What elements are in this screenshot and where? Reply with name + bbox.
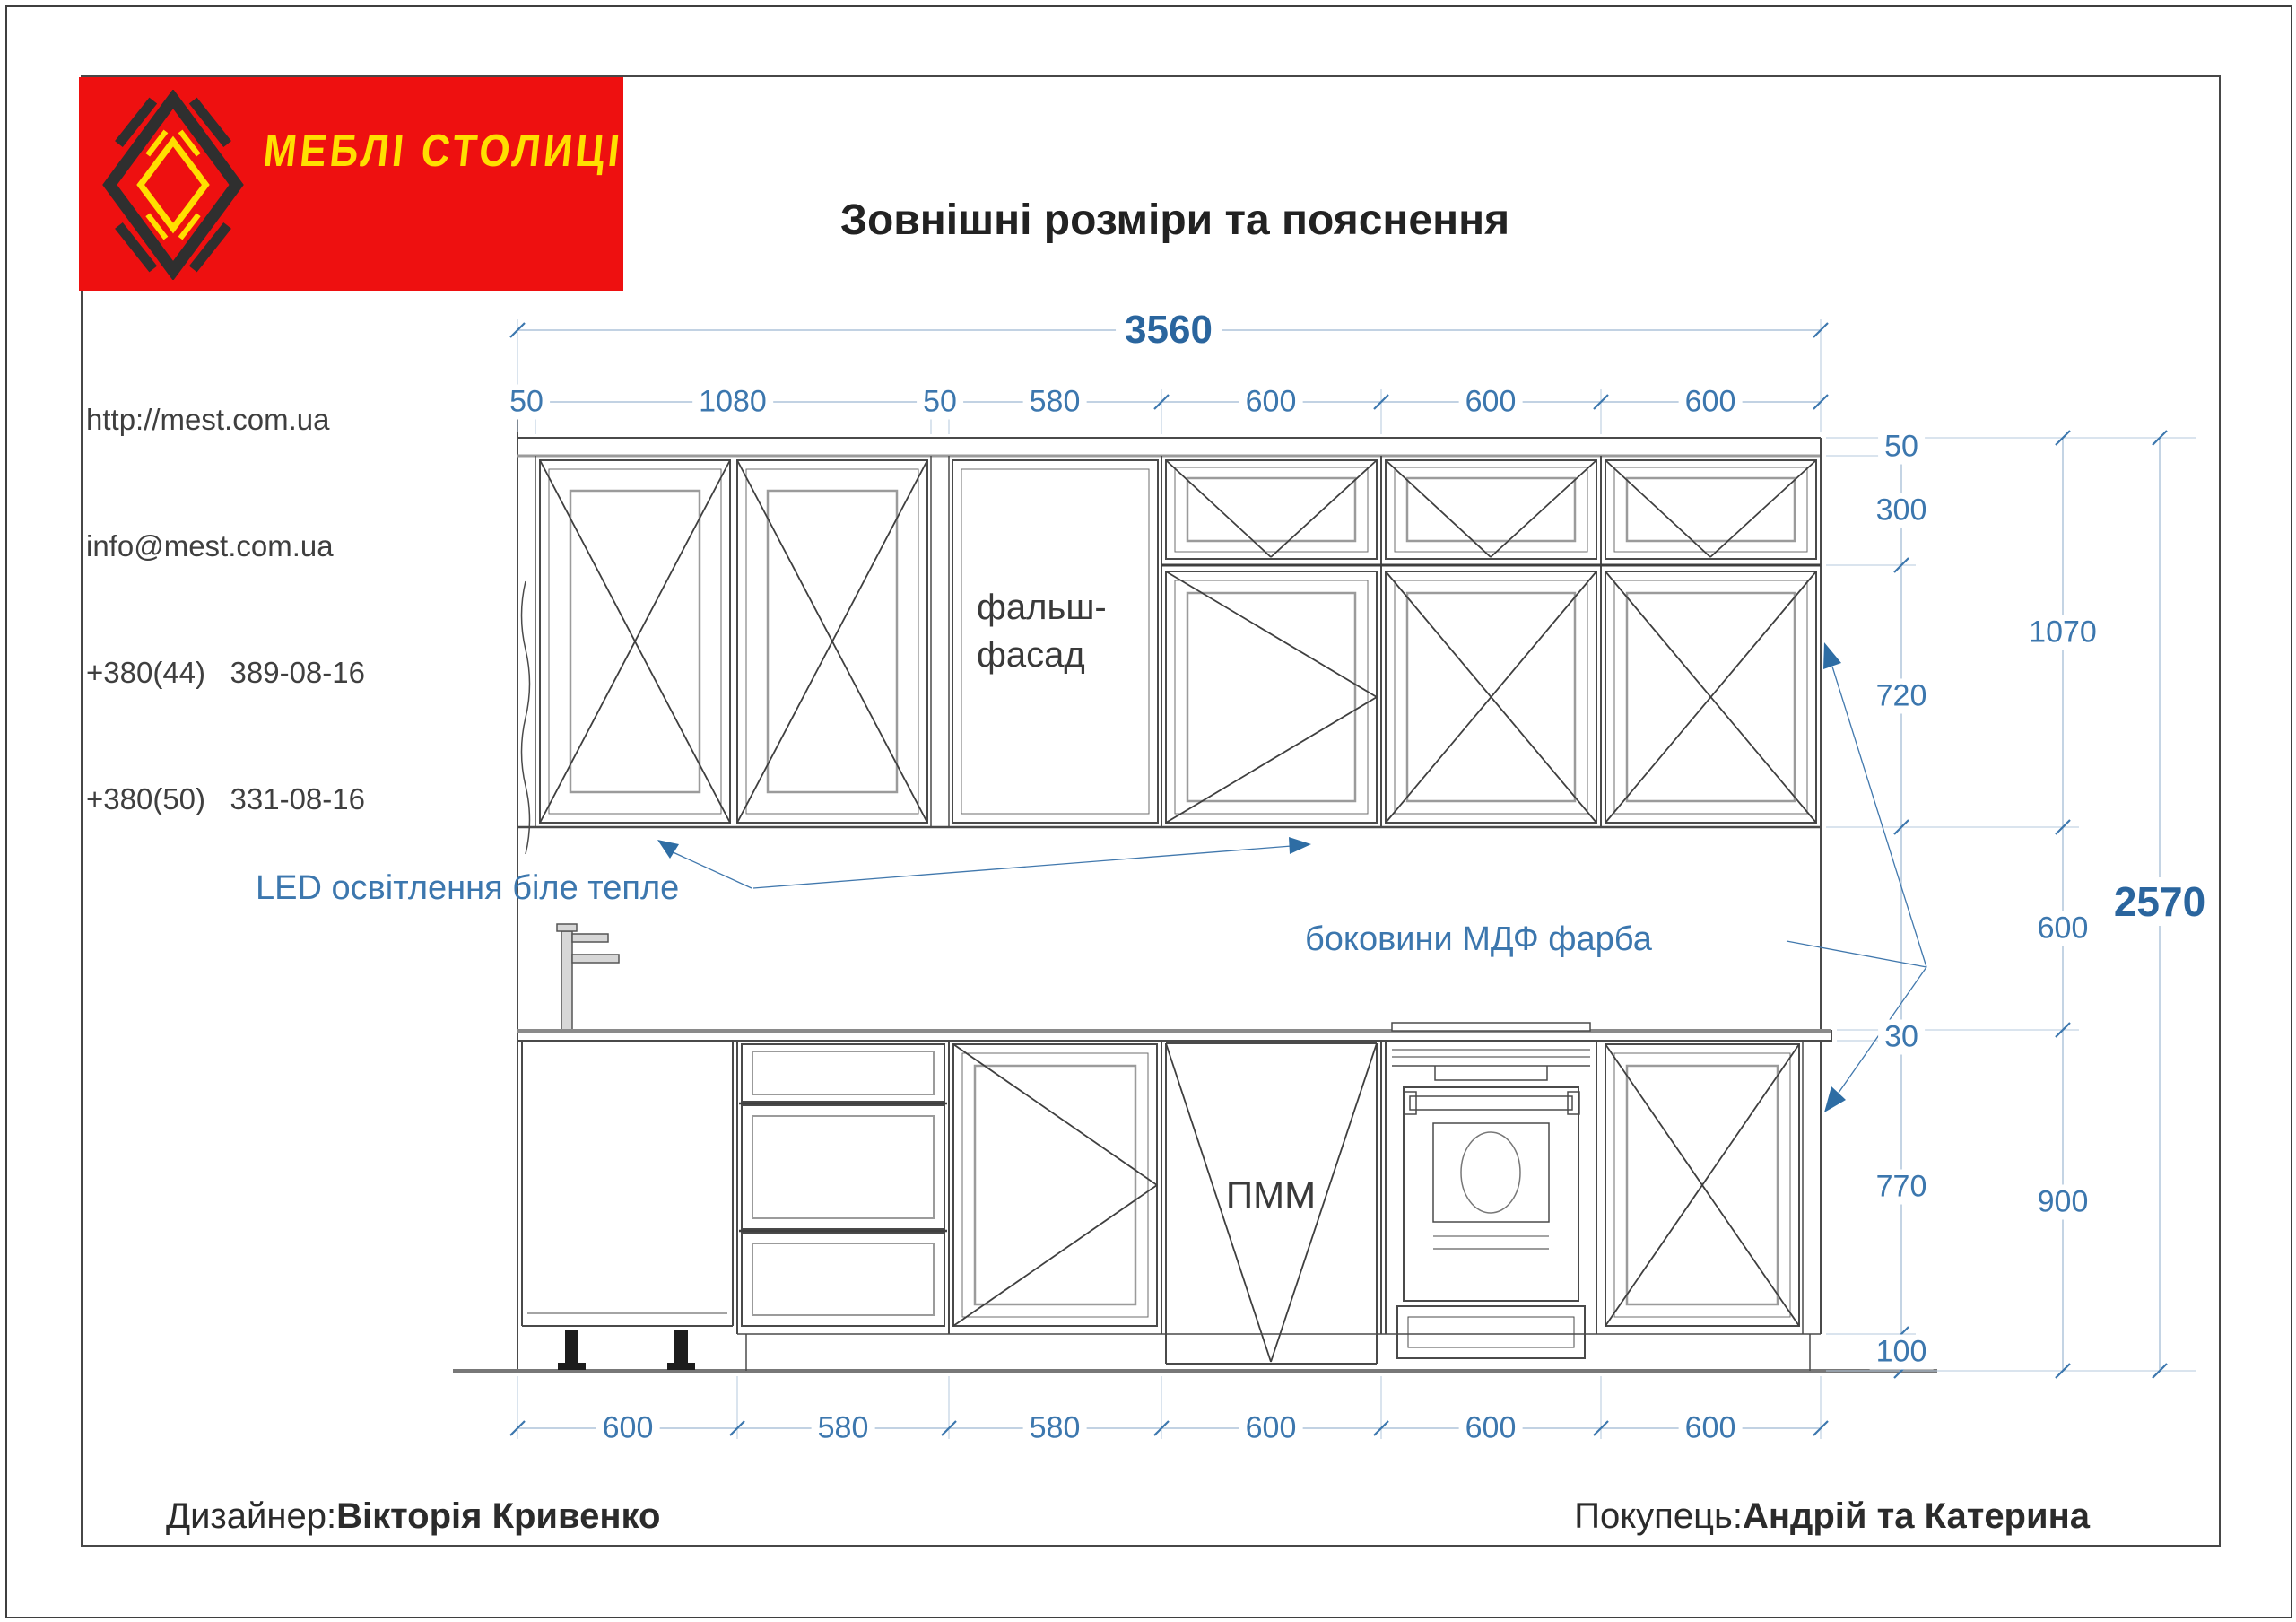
- side-panels-note: боковини МДФ фарба: [1305, 920, 1652, 958]
- oven: [1404, 1087, 1578, 1301]
- dim-right-720: 720: [1870, 679, 1934, 714]
- dim-bottom-2: 580: [812, 1411, 875, 1446]
- dim-bottom-3: 580: [1023, 1411, 1087, 1446]
- designer-label: Дизайнер:: [166, 1496, 337, 1536]
- led-note: LED освітлення біле тепле: [256, 869, 680, 907]
- dim-top-2: 1080: [692, 385, 773, 420]
- dim-total-width: 3560: [1116, 308, 1222, 353]
- dim-right-900: 900: [2031, 1185, 2095, 1220]
- designer-field: [166, 1496, 660, 1537]
- phone-2: +380(50) 331-08-16: [86, 782, 365, 815]
- dim-right-600: 600: [2031, 911, 2095, 946]
- dim-right-30: 30: [1878, 1020, 1925, 1055]
- side-panel-arrow-down-icon: [1824, 1086, 1846, 1112]
- dim-total-height: 2570: [2105, 877, 2214, 926]
- dim-bottom-1: 600: [596, 1411, 660, 1446]
- countertop: [517, 1023, 1831, 1042]
- false-front-note-line2: фасад: [977, 635, 1085, 675]
- dim-top-3: 50: [917, 385, 963, 420]
- customer-label: Покупець:: [1574, 1496, 1743, 1536]
- decorative-side-profile: [522, 581, 530, 854]
- extension-lines: [517, 319, 2196, 1439]
- phone-1: +380(44) 389-08-16: [86, 656, 365, 689]
- dim-right-50: 50: [1878, 430, 1925, 465]
- designer-name: Вікторія Кривенко: [336, 1496, 661, 1536]
- side-panel-arrow-up-icon: [1823, 642, 1841, 669]
- dim-right-1070: 1070: [2022, 615, 2103, 650]
- base-cabinets: [522, 1041, 1821, 1371]
- dim-top-1: 50: [503, 385, 550, 420]
- brand-name: МЕБЛІ СТОЛИЦІ: [261, 126, 626, 177]
- dim-top-5: 600: [1239, 385, 1303, 420]
- cooktop: [1392, 1023, 1590, 1031]
- customer-field: [1574, 1496, 2090, 1537]
- leader-arrowheads: [657, 642, 1846, 1112]
- email-link[interactable]: info@mest.com.ua: [86, 529, 334, 562]
- dim-right-770: 770: [1870, 1170, 1934, 1205]
- dim-right-300: 300: [1870, 493, 1934, 528]
- website-link[interactable]: http://mest.com.ua: [86, 403, 330, 436]
- dim-bottom-6: 600: [1679, 1411, 1743, 1446]
- led-arrow-left-icon: [657, 840, 679, 859]
- cabinet-legs: [558, 1330, 695, 1370]
- led-arrow-right-icon: [1289, 837, 1311, 854]
- dim-bottom-5: 600: [1459, 1411, 1523, 1446]
- dim-right-100: 100: [1870, 1335, 1934, 1370]
- page-title: Зовнішні розміри та пояснення: [839, 196, 1510, 244]
- dishwasher-note: ПММ: [1225, 1173, 1317, 1216]
- false-front-note-line1: фальш-: [977, 588, 1107, 627]
- dim-top-4: 580: [1023, 385, 1087, 420]
- faucet-icon: [557, 924, 619, 1030]
- dimension-ticks: [510, 323, 2167, 1435]
- dim-top-7: 600: [1679, 385, 1743, 420]
- customer-name: Андрій та Катерина: [1742, 1496, 2090, 1536]
- dim-bottom-4: 600: [1239, 1411, 1303, 1446]
- dim-top-6: 600: [1459, 385, 1523, 420]
